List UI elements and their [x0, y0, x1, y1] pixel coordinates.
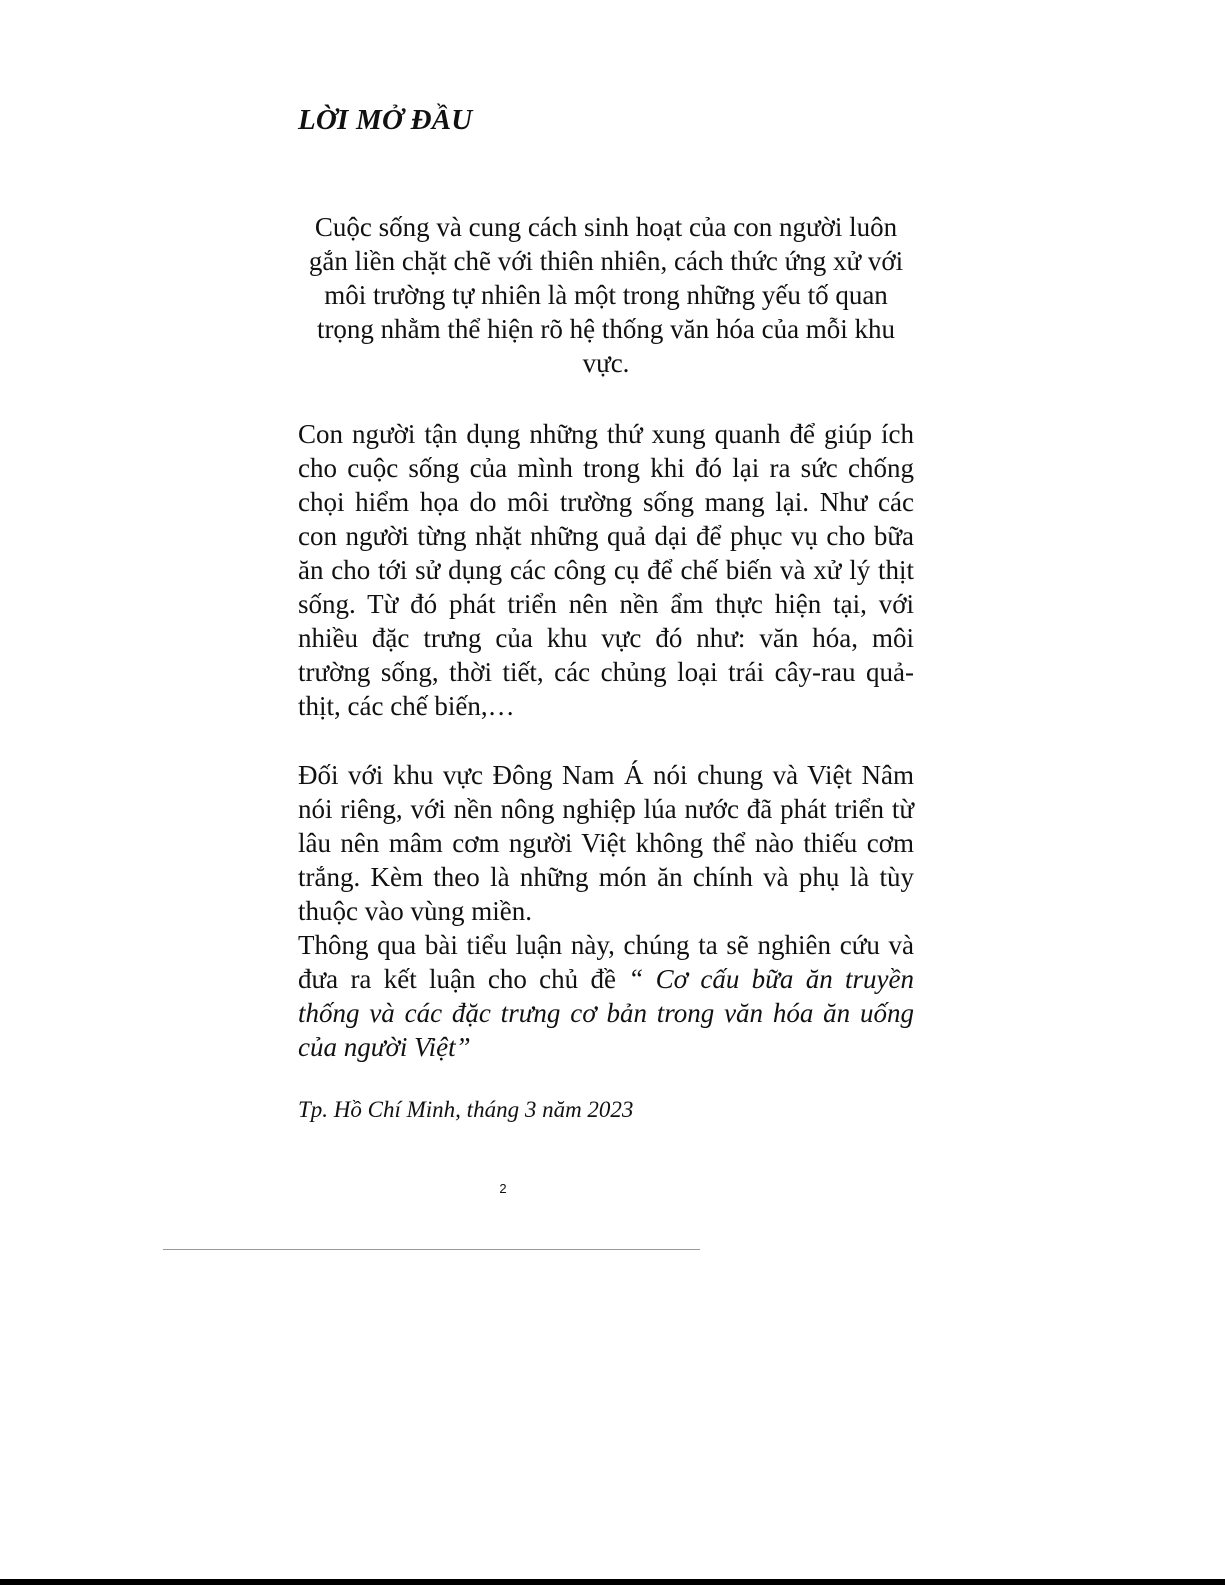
body-paragraph-3: Đối với khu vực Đông Nam Á nói chung và Việt Nâm nói riêng, với nền nông nghiệp lúa nước đã phát triển từ lâu nên mâm cơm người Việt không thể nào thiếu cơm trắng. Kèm theo là những món ăn chính và phụ là tùy thuộc vào vùng miền.: [298, 760, 914, 926]
page-number: 2: [499, 1181, 507, 1196]
date-line: Tp. Hồ Chí Minh, tháng 3 năm 2023: [298, 1097, 634, 1122]
footer-divider: [163, 1249, 700, 1250]
essay-topic: “ Cơ cấu bữa ăn truyền thống và các đặc trưng cơ bản trong văn hóa ăn uống của người Việt”: [298, 964, 915, 1062]
body-paragraph-4: [298, 928, 914, 1064]
body-paragraph-2: Con người tận dụng những thứ xung quanh để giúp ích cho cuộc sống của mình trong khi đó lại ra sức chống chọi hiểm họa do môi trường sống mang lại. Như các con người từng nhặt những quả dại để phục vụ cho bữa ăn cho tới sử dụng các công cụ để chế biến và xử lý thịt sống. Từ đó phát triển nên nền ẩm thực hiện tại, với nhiều đặc trưng của khu vực đó như: văn hóa, môi trường sống, thời tiết, các chủng loại trái cây-rau quả-thịt, các chế biến,…: [298, 419, 914, 721]
page-heading: LỜI MỞ ĐẦU: [298, 104, 473, 136]
paragraph-4-lead: Thông qua bài tiểu luận này, chúng ta sẽ nghiên cứu và đưa ra kết luận cho chủ đề: [298, 930, 914, 994]
bottom-border: [0, 1579, 1225, 1585]
intro-paragraph: Cuộc sống và cung cách sinh hoạt của con người luôn gắn liền chặt chẽ với thiên nhiên, cách thức ứng xử với môi trường tự nhiên là một trong những yếu tố quan trọng nhằm thể hiện rõ hệ thống văn hóa của mỗi khu vực.: [308, 212, 904, 378]
